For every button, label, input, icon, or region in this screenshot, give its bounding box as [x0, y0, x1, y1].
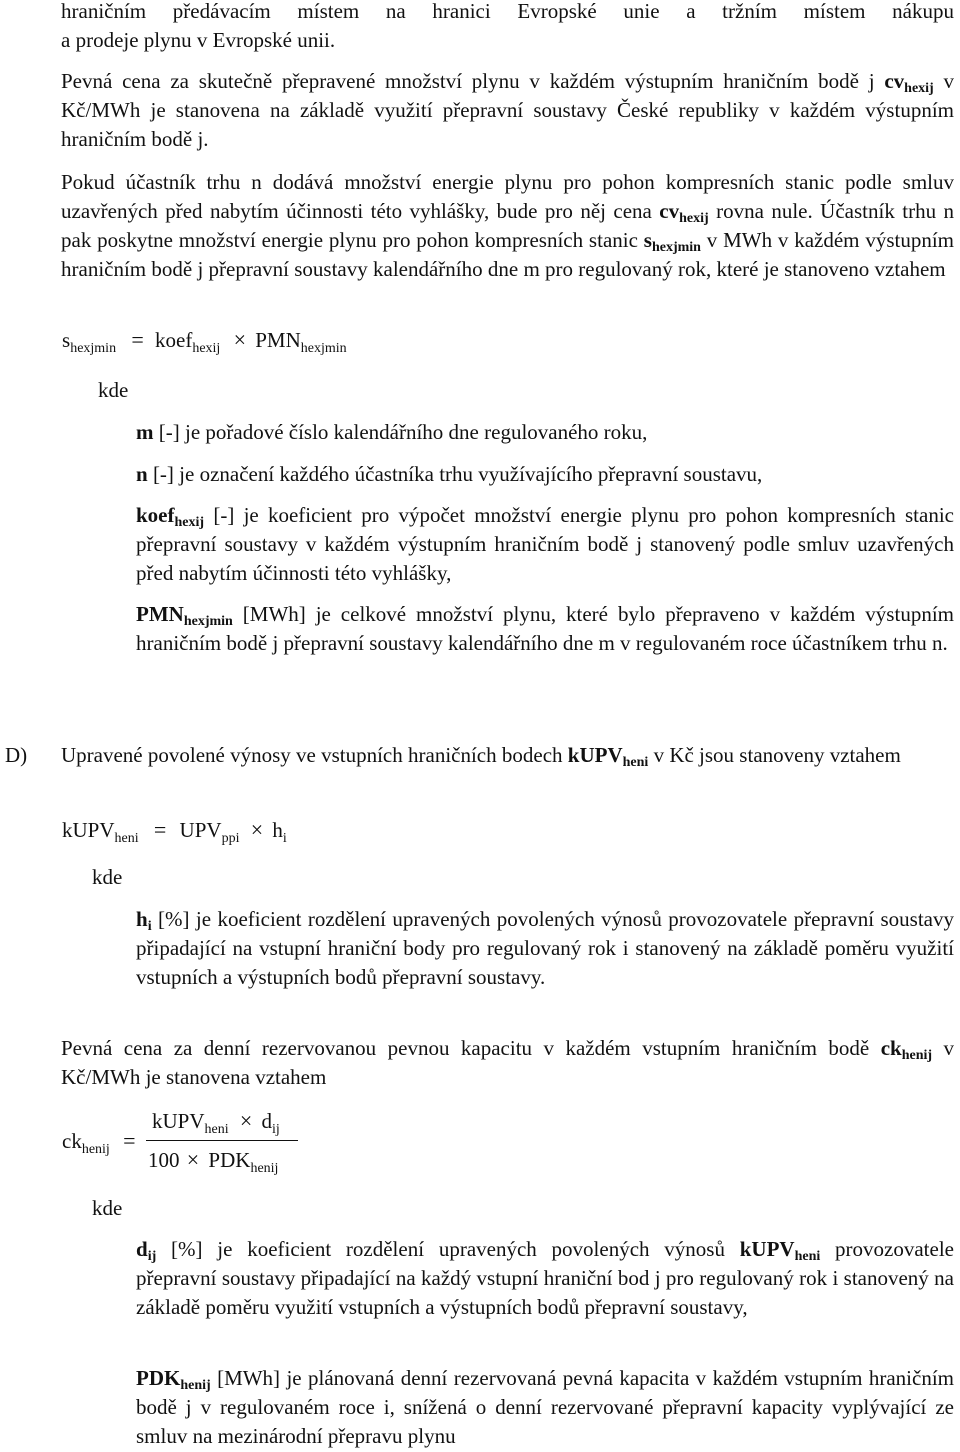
definition-m: m [-] je pořadové číslo kalendářního dne regulovaného roku,: [136, 420, 648, 444]
paragraph-top: [61, 0, 954, 55]
definition-d: $d_{ij}$ [%] je koeficient rozdělení upravených povolených výnosů kUPV$_{heni}$ provozovatele přepravní soustavy připadající na každý vstupní hraniční bod j pro regulovaný rok i stanovený na základě poměru využití vstupních a výstupních bodů přepravní soustavy,: [136, 1237, 954, 1319]
definition-koef: koef$_{hexij}$ [-] je koeficient pro výpočet množství energie plynu pro pohon kompresních stanic přepravní soustavy v každém výstupním hraničním bodě j stanovený podle smluv uzavřených před nabytím účinnosti této vyhlášky,: [136, 503, 954, 585]
kde-label-2: kde: [92, 865, 123, 889]
symbol-cv: $cv_{hexij}$: [659, 199, 709, 226]
definition-pdk: $PDK_{henij}$ [MWh] je plánovaná denní rezervovaná pevná kapacita v každém vstupním hraničním bodě j v regulovaném roce i, snížená o denní rezervované přepravní kapacity vyplývající ze smluv na mezinárodní přepravu plynu: [136, 1366, 954, 1448]
symbol-s: $s_{hexjmin}$: [643, 228, 701, 255]
section-d-paragraph: Upravené povolené výnosy ve vstupních hraničních bodech kUPV$_{heni}$ v Kč jsou stanoveny vztahem: [61, 743, 901, 770]
formula-s-hexjmin: $s_{hexjmin}$ = koef$_{hexij}$ × $PMN_{hexjmin}$: [62, 327, 347, 356]
fraction-bar: [146, 1140, 298, 1141]
section-d-label: D): [5, 743, 28, 767]
formula-ck-numerator: kUPV$_{heni}$ × $d_{ij}$: [152, 1108, 280, 1137]
kde-label-1: kde: [98, 378, 129, 402]
definition-h: $h_i$ [%] je koeficient rozdělení upravených povolených výnosů provozovatele přepravní soustavy připadající na vstupní hraniční body pro regulovaný rok i stanovený na základě poměru využití vstupních a výstupních bodů přepravní soustavy.: [136, 907, 954, 989]
paragraph-top-line2: a prodeje plynu v Evropské unii.: [61, 28, 336, 52]
paragraph-fixed-price: Pevná cena za skutečně přepravené množství plynu v každém výstupním hraničním bodě j $cv_{hexij}$ v Kč/MWh je stanovena na základě využití přepravní soustavy České republiky v každém výstupním hraničním bodě j.: [61, 69, 955, 151]
kde-label-3: kde: [92, 1196, 123, 1220]
symbol-cv: $cv_{hexij}$: [884, 69, 934, 96]
formula-ck-denominator: $100 \times PDK_{henij}$: [148, 1147, 279, 1176]
paragraph-participant: Pokud účastník trhu n dodává množství energie plynu pro pohon kompresních stanic podle smluv uzavřených před nabytím účinnosti této vyhlášky, bude pro něj cena $cv_{hexij}$ rovna nule. Účastník trhu n pak poskytne množství energie plynu pro pohon kompresních stanic $s_{hexjmin}$ v MWh v každém výstupním hraničním bodě j přepravní soustavy kalendářního dne m pro regulovaný rok, které je stanoveno vztahem: [61, 170, 955, 281]
paragraph-daily-capacity: Pevná cena za denní rezervovanou pevnou kapacitu v každém vstupním hraničním bodě $ck_{henij}$ v Kč/MWh je stanovena vztahem: [61, 1036, 955, 1089]
formula-ck-lhs: $ck_{henij}$ =: [62, 1128, 136, 1157]
definition-n: n [-] je označení každého účastníka trhu využívajícího přepravní soustavu,: [136, 462, 763, 486]
formula-kupv: kUPV$_{heni}$ = $UPV_{ppi} \times h_i$: [62, 817, 287, 846]
definition-pmn: $PMN_{hexjmin}$ [MWh] je celkové množství plynu, které bylo přepraveno v každém výstupním hraničním bodě j přepravní soustavy kalendářního dne m v regulovaném roce účastníkem trhu n.: [136, 602, 954, 655]
paragraph-top-line1: hraničním předávacím místem na hranici Evropské unie a tržním místem nákupu: [61, 0, 954, 23]
